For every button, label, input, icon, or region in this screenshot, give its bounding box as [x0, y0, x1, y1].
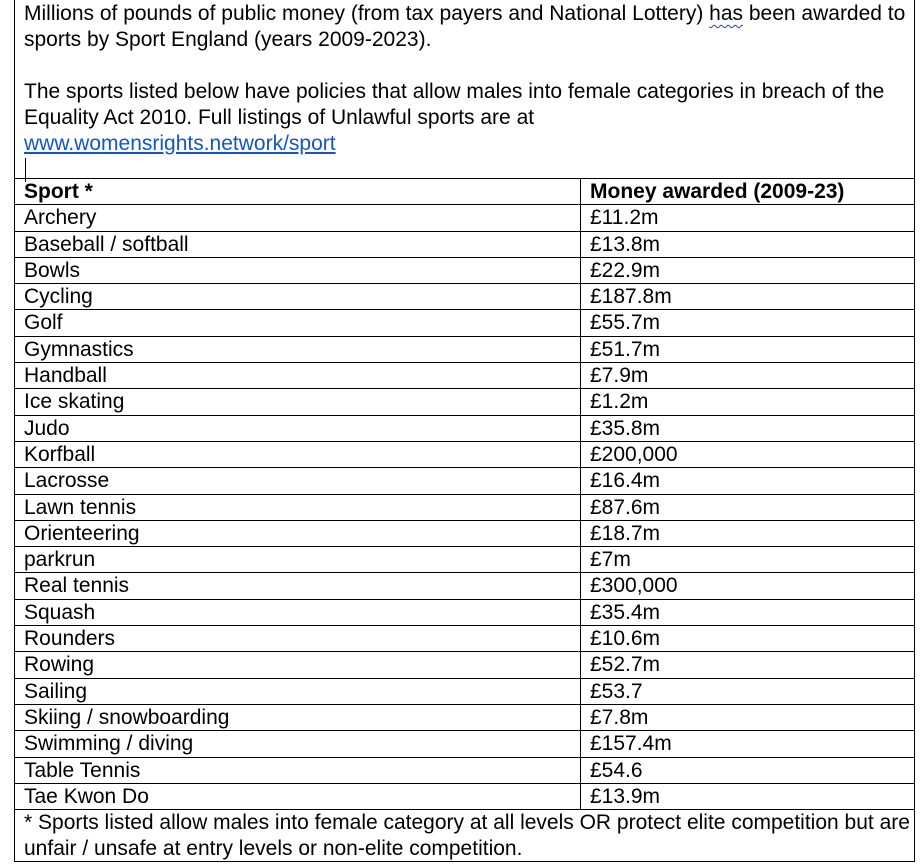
- sport-name-cell: Swimming / diving: [15, 731, 581, 757]
- sport-name-cell: Lacrosse: [15, 468, 581, 494]
- table-row: [15, 389, 915, 415]
- sport-name-cell: Ice skating: [15, 389, 581, 415]
- sport-name-cell: Gymnastics: [15, 336, 581, 362]
- sport-listing-link[interactable]: www.womensrights.network/sport: [24, 132, 336, 155]
- table-row: [15, 257, 915, 283]
- sport-name-cell: Orienteering: [15, 520, 581, 546]
- money-awarded-cell: £55.7m: [581, 310, 915, 336]
- money-awarded-cell: £300,000: [581, 573, 915, 599]
- money-awarded-cell: £54.6: [581, 757, 915, 783]
- table-row: [15, 573, 915, 599]
- header-sport: Sport *: [15, 179, 581, 205]
- sport-name-cell: Bowls: [15, 257, 581, 283]
- document-page: [14, 0, 915, 862]
- money-awarded-cell: £35.4m: [581, 599, 915, 625]
- header-money: Money awarded (2009-23): [581, 179, 915, 205]
- sport-name-cell: Table Tennis: [15, 757, 581, 783]
- money-awarded-cell: £53.7: [581, 678, 915, 704]
- paragraph-spacer: [24, 53, 914, 79]
- intro-paragraph-1: [24, 1, 914, 53]
- sport-name-cell: Sailing: [15, 678, 581, 704]
- table-body: [15, 205, 915, 810]
- sport-name-cell: Squash: [15, 599, 581, 625]
- sport-name-cell: Skiing / snowboarding: [15, 704, 581, 730]
- money-awarded-cell: £187.8m: [581, 284, 915, 310]
- table-row: [15, 652, 915, 678]
- table-row: [15, 626, 915, 652]
- footnote: * Sports listed allow males into female category at all levels OR protect elite competition but are unfair / unsafe at entry levels or non-elite competition.: [24, 811, 910, 861]
- table-row: [15, 704, 915, 730]
- money-awarded-cell: £11.2m: [581, 205, 915, 231]
- money-awarded-cell: £16.4m: [581, 468, 915, 494]
- table-row: [15, 310, 915, 336]
- table-header-row: [15, 179, 915, 205]
- money-awarded-cell: £10.6m: [581, 626, 915, 652]
- money-awarded-cell: £87.6m: [581, 494, 915, 520]
- table-row: [15, 678, 915, 704]
- intro-text-start: Millions of pounds of public money (from tax payers and National Lottery): [24, 2, 710, 25]
- money-awarded-cell: £7.9m: [581, 363, 915, 389]
- table-row: [15, 336, 915, 362]
- funding-table: [14, 178, 915, 810]
- money-awarded-cell: £157.4m: [581, 731, 915, 757]
- table-row: [15, 599, 915, 625]
- money-awarded-cell: £52.7m: [581, 652, 915, 678]
- sport-name-cell: Rounders: [15, 626, 581, 652]
- money-awarded-cell: £35.8m: [581, 415, 915, 441]
- table-row: [15, 731, 915, 757]
- intro-policy-text: The sports listed below have policies that allow males into female categories in breach of the Equality Act 2010. Full listings of Unlawful sports are at: [24, 80, 885, 129]
- money-awarded-cell: £13.8m: [581, 231, 915, 257]
- money-awarded-cell: £7m: [581, 547, 915, 573]
- sport-name-cell: Lawn tennis: [15, 494, 581, 520]
- sport-name-cell: Handball: [15, 363, 581, 389]
- money-awarded-cell: £22.9m: [581, 257, 915, 283]
- sport-name-cell: Rowing: [15, 652, 581, 678]
- intro-paragraph-2: [24, 79, 914, 157]
- sport-name-cell: Real tennis: [15, 573, 581, 599]
- table-row: [15, 757, 915, 783]
- table-row: [15, 205, 915, 231]
- money-awarded-cell: £7.8m: [581, 704, 915, 730]
- sport-name-cell: Tae Kwon Do: [15, 783, 581, 809]
- table-row: [15, 441, 915, 467]
- sport-name-cell: parkrun: [15, 547, 581, 573]
- intro-text-end: been awarded to sports by Sport England (years 2009-2023).: [24, 2, 906, 51]
- table-row: [15, 494, 915, 520]
- money-awarded-cell: £18.7m: [581, 520, 915, 546]
- sport-name-cell: Archery: [15, 205, 581, 231]
- table-row: [15, 284, 915, 310]
- intro-section: [15, 0, 914, 178]
- table-row: [15, 783, 915, 809]
- money-awarded-cell: £13.9m: [581, 783, 915, 809]
- sport-name-cell: Golf: [15, 310, 581, 336]
- sport-name-cell: Cycling: [15, 284, 581, 310]
- sport-name-cell: Judo: [15, 415, 581, 441]
- money-awarded-cell: £1.2m: [581, 389, 915, 415]
- sport-name-cell: Baseball / softball: [15, 231, 581, 257]
- grammar-flagged-word[interactable]: has: [709, 2, 744, 25]
- table-row: [15, 468, 915, 494]
- money-awarded-cell: £200,000: [581, 441, 915, 467]
- table-row: [15, 231, 915, 257]
- sport-name-cell: Korfball: [15, 441, 581, 467]
- table-row: [15, 547, 915, 573]
- table-row: [15, 520, 915, 546]
- table-row: [15, 415, 915, 441]
- money-awarded-cell: £51.7m: [581, 336, 915, 362]
- table-row: [15, 363, 915, 389]
